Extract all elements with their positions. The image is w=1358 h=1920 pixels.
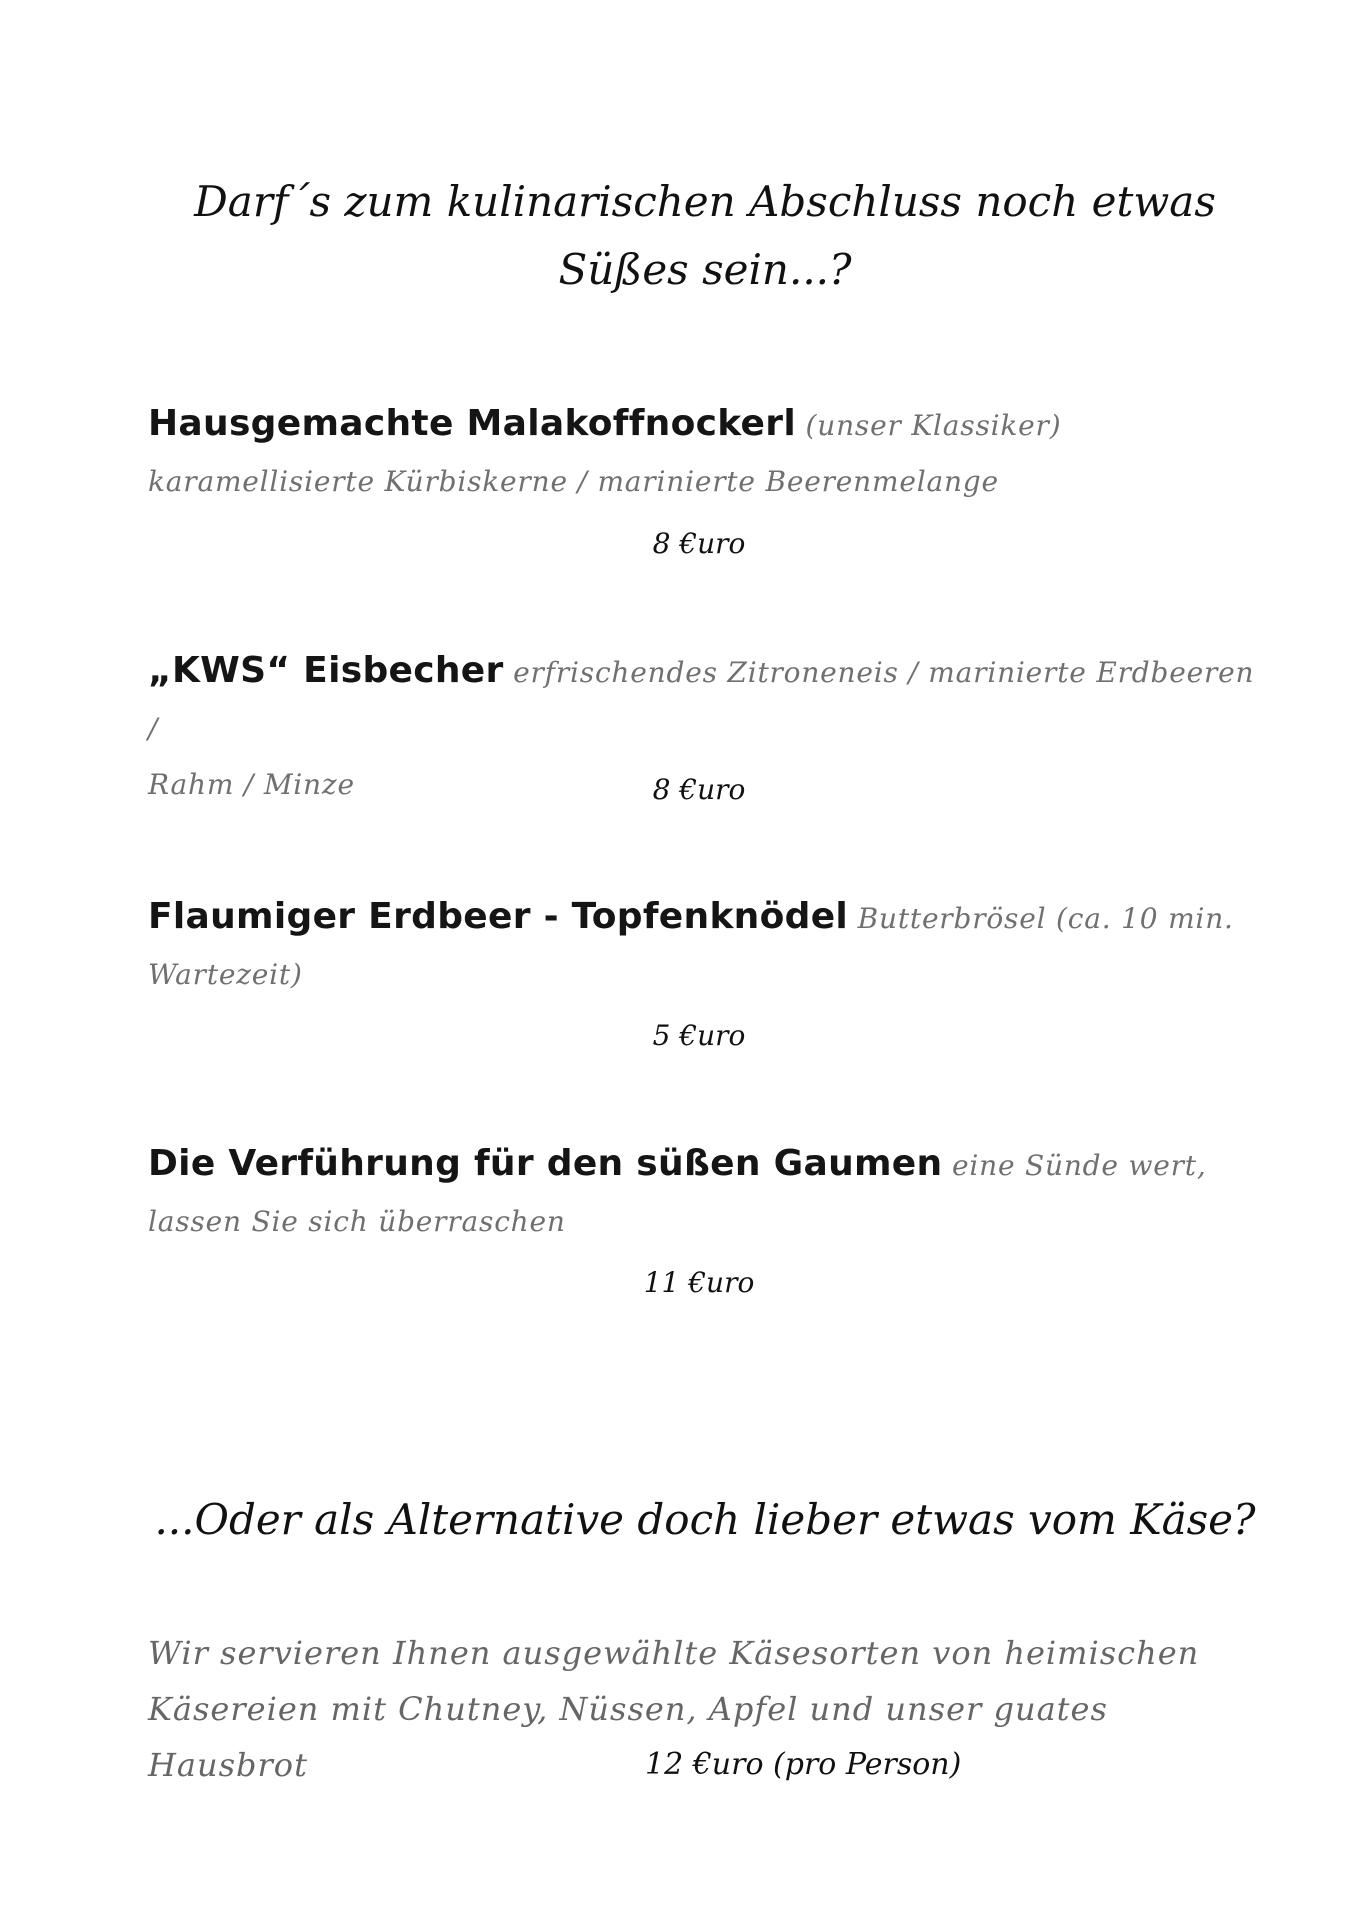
cheese-price: 12 €uro (pro Person) xyxy=(645,1747,962,1782)
cheese-heading: ...Oder als Alternative doch lieber etwas vom Käse? xyxy=(154,1495,1256,1544)
cheese-line: Wir servieren Ihnen ausgewählte Käsesorten von heimischen xyxy=(148,1634,1200,1672)
dessert-heading-line1: Darf´s zum kulinarischen Abschluss noch etwas xyxy=(194,177,1216,226)
menu-item-name: Flaumiger Erdbeer - Topfenknödel xyxy=(148,896,849,937)
menu-item-price: 8 €uro xyxy=(652,527,746,560)
cheese-line: Hausbrot xyxy=(148,1746,308,1784)
menu-item-name: „KWS“ Eisbecher xyxy=(148,650,504,691)
menu-item-price: 5 €uro xyxy=(652,1019,746,1052)
menu-item-price: 8 €uro xyxy=(652,773,746,806)
menu-item-description-line2: karamellisierte Kürbiskerne / marinierte Beerenmelange xyxy=(148,465,999,498)
menu-item-name: Die Verführung für den süßen Gaumen xyxy=(148,1143,943,1184)
menu-item-name: Hausgemachte Malakoffnockerl xyxy=(148,403,796,444)
menu-item xyxy=(148,1136,1258,1250)
menu-item-description: Butterbrösel (ca. 10 min. xyxy=(857,902,1234,935)
dessert-heading xyxy=(150,168,1260,304)
dessert-heading-line2: Süßes sein...? xyxy=(558,245,852,294)
menu-item xyxy=(148,889,1258,1003)
menu-item-description: (unser Klassiker) xyxy=(805,409,1062,442)
menu-item-description-line2: Rahm / Minze xyxy=(148,768,355,801)
menu-item-description-line2: lassen Sie sich überraschen xyxy=(148,1205,566,1238)
menu-item-description: erfrischendes Zitroneneis / marinierte Erdbeeren / xyxy=(148,656,1255,745)
menu-item-price: 11 €uro xyxy=(643,1266,755,1299)
menu-item xyxy=(148,396,1258,510)
cheese-line: Käsereien mit Chutney, Nüssen, Apfel und unser guates xyxy=(148,1690,1108,1728)
menu-item-description: eine Sünde wert, xyxy=(952,1149,1207,1182)
menu-item-description-line2: Wartezeit) xyxy=(148,958,303,991)
